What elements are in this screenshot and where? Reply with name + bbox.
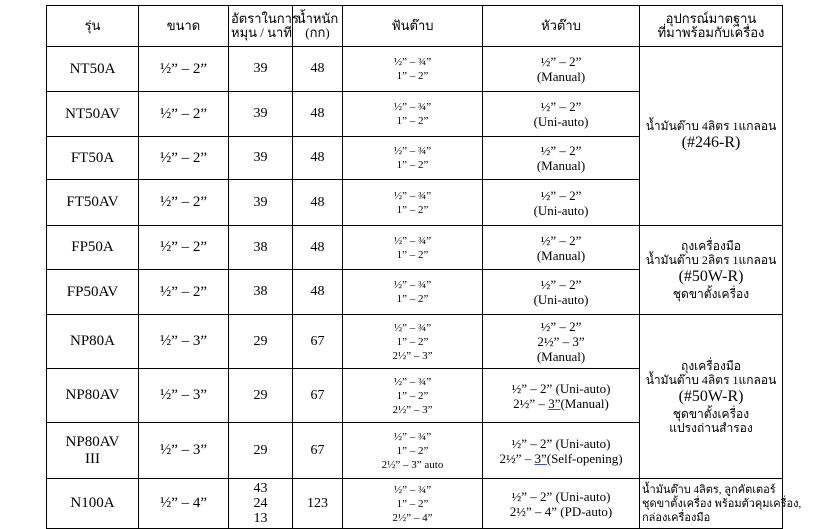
- model-cell: FP50A: [47, 226, 139, 270]
- rpm-cell: 39: [229, 137, 293, 180]
- weight-cell: 67: [293, 369, 343, 423]
- head-cell: ½” – 2” (Manual): [483, 137, 640, 180]
- die-cell: ½” – ¾” 1” – 2” 2½” – 3”: [343, 315, 483, 369]
- rpm-cell: 38: [229, 270, 293, 315]
- table-row: [47, 226, 783, 270]
- die-cell: ½” – ¾” 1” – 2” 2½” – 3”: [343, 369, 483, 423]
- size-cell: ½” – 2”: [139, 47, 229, 92]
- size-cell: ½” – 2”: [139, 226, 229, 270]
- size-cell: ½” – 3”: [139, 423, 229, 479]
- rpm-cell: 39: [229, 180, 293, 226]
- model-cell: N100A: [47, 479, 139, 529]
- rpm-cell: 39: [229, 92, 293, 137]
- standard-equipment-cell: ถุงเครื่องมือ น้ำมันต๊าบ 2ลิตร 1แกลอน (#50W-R) ชุดขาตั้งเครื่อง: [640, 226, 783, 315]
- model-cell: NT50A: [47, 47, 139, 92]
- model-cell: FP50AV: [47, 270, 139, 315]
- header-head: หัวต๊าบ: [483, 6, 640, 47]
- die-cell: ½” – ¾” 1” – 2”: [343, 47, 483, 92]
- head-cell: ½” – 2” (Manual): [483, 226, 640, 270]
- table-row: [47, 479, 783, 529]
- weight-cell: 48: [293, 92, 343, 137]
- spec-table: [46, 5, 802, 529]
- size-cell: ½” – 2”: [139, 92, 229, 137]
- header-size: ขนาด: [139, 6, 229, 47]
- head-cell: ½” – 2” (Manual): [483, 47, 640, 92]
- rpm-cell: 43 24 13: [229, 479, 293, 529]
- rpm-cell: 29: [229, 423, 293, 479]
- size-cell: ½” – 2”: [139, 137, 229, 180]
- standard-equipment-cell: น้ำมันต๊าบ 4ลิตร, ลูกคัตเตอร์ ชุดขาตั้งเครื่อง พร้อมตัวคุมเครื่อง, กล่องเครื่องมือ: [640, 479, 783, 529]
- rpm-cell: 39: [229, 47, 293, 92]
- die-cell: ½” – ¾” 1” – 2”: [343, 226, 483, 270]
- rpm-cell: 29: [229, 369, 293, 423]
- weight-cell: 123: [293, 479, 343, 529]
- die-cell: ½” – ¾” 1” – 2”: [343, 137, 483, 180]
- model-cell: NP80A: [47, 315, 139, 369]
- header-die: ฟันต๊าบ: [343, 6, 483, 47]
- standard-equipment-cell: น้ำมันต๊าบ 4ลิตร 1แกลอน (#246-R): [640, 47, 783, 226]
- model-cell: NP80AV III: [47, 423, 139, 479]
- head-cell: ½” – 2” (Uni-auto) 2½” – 4” (PD-auto): [483, 479, 640, 529]
- weight-cell: 48: [293, 47, 343, 92]
- header-standard: อุปกรณ์มาตฐาน ที่มาพร้อมกับเครื่อง: [640, 6, 783, 47]
- rpm-cell: 29: [229, 315, 293, 369]
- weight-cell: 48: [293, 137, 343, 180]
- rpm-cell: 38: [229, 226, 293, 270]
- table-row: [47, 315, 783, 369]
- model-cell: FT50AV: [47, 180, 139, 226]
- head-cell: ½” – 2” (Uni-auto): [483, 180, 640, 226]
- weight-cell: 48: [293, 226, 343, 270]
- die-cell: ½” – ¾” 1” – 2”: [343, 180, 483, 226]
- size-cell: ½” – 3”: [139, 369, 229, 423]
- model-cell: NP80AV: [47, 369, 139, 423]
- weight-cell: 48: [293, 180, 343, 226]
- die-cell: ½” – ¾” 1” – 2”: [343, 270, 483, 315]
- size-cell: ½” – 2”: [139, 270, 229, 315]
- size-cell: ½” – 4”: [139, 479, 229, 529]
- weight-cell: 67: [293, 423, 343, 479]
- table-row: [47, 47, 783, 92]
- die-cell: ½” – ¾” 1” – 2” 2½” – 3” auto: [343, 423, 483, 479]
- die-cell: ½” – ¾” 1” – 2”: [343, 92, 483, 137]
- head-cell: ½” – 2” (Uni-auto): [483, 92, 640, 137]
- weight-cell: 67: [293, 315, 343, 369]
- head-cell: ½” – 2” 2½” – 3” (Manual): [483, 315, 640, 369]
- head-cell: ½” – 2” (Uni-auto) 2½” – 3”(Self-opening): [483, 423, 640, 479]
- head-cell: ½” – 2” (Uni-auto) 2½” – 3”(Manual): [483, 369, 640, 423]
- header-row: [47, 6, 783, 47]
- model-cell: NT50AV: [47, 92, 139, 137]
- header-model: รุ่น: [47, 6, 139, 47]
- model-cell: FT50A: [47, 137, 139, 180]
- die-cell: ½” – ¾” 1” – 2” 2½” – 4”: [343, 479, 483, 529]
- size-cell: ½” – 2”: [139, 180, 229, 226]
- head-cell: ½” – 2” (Uni-auto): [483, 270, 640, 315]
- weight-cell: 48: [293, 270, 343, 315]
- header-weight: น้ำหนัก (กก): [293, 6, 343, 47]
- header-speed: อัตราในการ หมุน / นาที: [229, 6, 293, 47]
- size-cell: ½” – 3”: [139, 315, 229, 369]
- standard-equipment-cell: ถุงเครื่องมือ น้ำมันต๊าบ 4ลิตร 1แกลอน (#50W-R) ชุดขาตั้งเครื่อง แปรงถ่านสำรอง: [640, 315, 783, 479]
